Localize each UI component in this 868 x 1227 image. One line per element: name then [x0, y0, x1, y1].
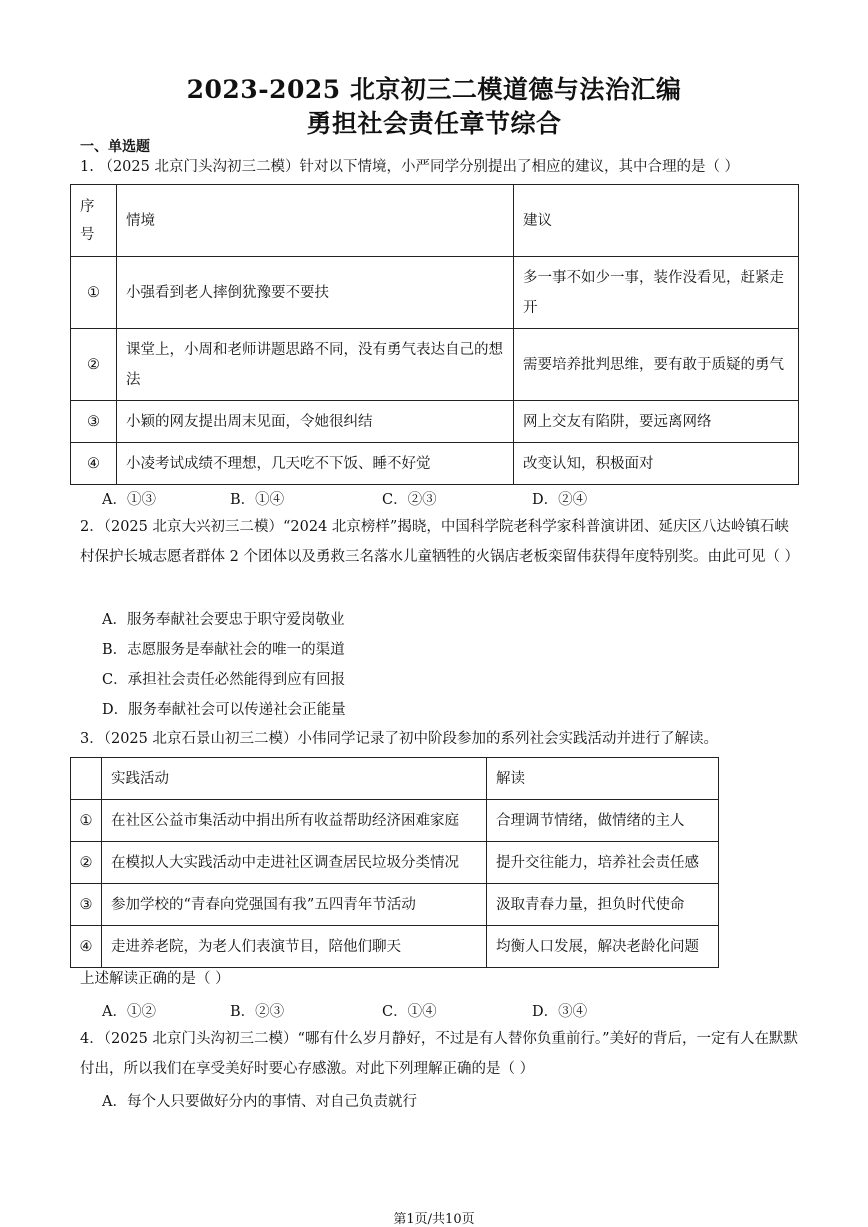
option-d[interactable]: D．服务奉献社会可以传递社会正能量 [102, 702, 346, 718]
table-row [71, 842, 719, 884]
q1-stem: 1. （2025 北京门头沟初三二模）针对以下情境，小严同学分别提出了相应的建议，其中合理的是（ ） [80, 159, 740, 175]
table-header-cell: 序号 [71, 185, 117, 257]
table-cell: ① [71, 257, 117, 329]
table-cell: ④ [71, 443, 117, 485]
table-header-cell [71, 758, 102, 800]
table-header-row [71, 185, 799, 257]
table-cell: 走进养老院，为老人们表演节目，陪他们聊天 [102, 926, 487, 968]
option-b[interactable]: B．志愿服务是奉献社会的唯一的渠道 [102, 642, 345, 658]
table-row [71, 884, 719, 926]
section-heading: 一、单选题 [80, 139, 150, 155]
table-header-cell: 解读 [487, 758, 719, 800]
q1-table [70, 184, 799, 485]
table-cell: 参加学校的“青春向党强国有我”五四青年节活动 [102, 884, 487, 926]
option-b[interactable]: B．①④ [230, 492, 285, 508]
table-cell: 网上交友有陷阱，要远离网络 [514, 401, 799, 443]
table-cell: 多一事不如少一事，装作没看见，赶紧走开 [514, 257, 799, 329]
option-a[interactable]: A．服务奉献社会要忠于职守爱岗敬业 [102, 612, 345, 628]
option-c[interactable]: C．①④ [382, 1004, 437, 1020]
table-cell: ① [71, 800, 102, 842]
q3-table [70, 757, 719, 968]
option-b[interactable]: B．②③ [230, 1004, 285, 1020]
table-row [71, 926, 719, 968]
q4-stem: 4．（2025 北京门头沟初三二模）“哪有什么岁月静好，不过是有人替你负重前行。”美好的背后，一定有人在默默付出，所以我们在享受美好时要心存感激。对此下列理解正确的是（ ） [80, 1031, 799, 1077]
option-d[interactable]: D．③④ [532, 1004, 588, 1020]
document-title: 2023-2025 北京初三二模道德与法治汇编 [186, 75, 682, 104]
table-cell: 课堂上，小周和老师讲题思路不同，没有勇气表达自己的想法 [117, 329, 514, 401]
table-cell: ④ [71, 926, 102, 968]
option-c[interactable]: C．②③ [382, 492, 437, 508]
table-cell: ③ [71, 884, 102, 926]
option-c[interactable]: C．承担社会责任必然能得到应有回报 [102, 672, 346, 688]
table-row [71, 257, 799, 329]
table-row [71, 443, 799, 485]
document-subtitle: 勇担社会责任章节综合 [306, 109, 562, 138]
option-d[interactable]: D．②④ [532, 492, 588, 508]
table-cell: 提升交往能力，培养社会责任感 [487, 842, 719, 884]
table-cell: 小颖的网友提出周末见面，令她很纠结 [117, 401, 514, 443]
table-cell: 小凌考试成绩不理想，几天吃不下饭、睡不好觉 [117, 443, 514, 485]
option-a[interactable]: A．①② [102, 1004, 156, 1020]
table-row [71, 401, 799, 443]
table-header-row [71, 758, 719, 800]
table-cell: ② [71, 842, 102, 884]
table-row [71, 800, 719, 842]
table-cell: ③ [71, 401, 117, 443]
q2-stem: 2．（2025 北京大兴初三二模）“2024 北京榜样”揭晓，中国科学院老科学家科普演讲团、延庆区八达岭镇石峡村保护长城志愿者群体 2 个团体以及勇救三名落水儿童牺牲的火锅店老板栾留伟获得年度特别奖。由此可见（ ） [80, 519, 800, 565]
table-header-cell: 情境 [117, 185, 514, 257]
table-cell: 改变认知，积极面对 [514, 443, 799, 485]
table-cell: ② [71, 329, 117, 401]
table-cell: 在社区公益市集活动中捐出所有收益帮助经济困难家庭 [102, 800, 487, 842]
table-cell: 小强看到老人摔倒犹豫要不要扶 [117, 257, 514, 329]
option-a[interactable]: A．①③ [102, 492, 156, 508]
table-header-cell: 建议 [514, 185, 799, 257]
page-footer: 第1页/共10页 [393, 1212, 475, 1227]
table-cell: 需要培养批判思维，要有敢于质疑的勇气 [514, 329, 799, 401]
table-cell: 均衡人口发展，解决老龄化问题 [487, 926, 719, 968]
table-row [71, 329, 799, 401]
table-cell: 汲取青春力量，担负时代使命 [487, 884, 719, 926]
option-a[interactable]: A．每个人只要做好分内的事情、对自己负责就行 [102, 1094, 417, 1110]
q3-stem: 3．（2025 北京石景山初三二模）小伟同学记录了初中阶段参加的系列社会实践活动并进行了解读。 [80, 731, 718, 747]
table-cell: 合理调节情绪，做情绪的主人 [487, 800, 719, 842]
table-cell: 在模拟人大实践活动中走进社区调查居民垃圾分类情况 [102, 842, 487, 884]
q3-question: 上述解读正确的是（ ） [80, 971, 230, 987]
table-header-cell: 实践活动 [102, 758, 487, 800]
